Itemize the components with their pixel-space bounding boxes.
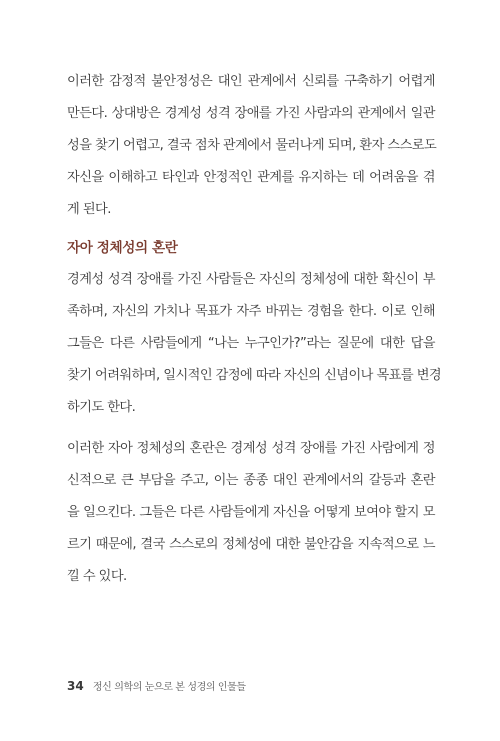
paragraph-line: 신적으로 큰 부담을 주고, 이는 종종 대인 관계에서의 갈등과 혼란 <box>67 473 435 488</box>
paragraph-line: 찾기 어려워하며, 일시적인 감정에 따라 자신의 신념이나 목표를 변경 <box>67 368 442 383</box>
running-title: 정신 의학의 눈으로 본 성경의 인물들 <box>92 682 246 693</box>
body-paragraph-3 <box>67 433 435 593</box>
paragraph-line: 르기 때문에, 결국 스스로의 정체성에 대한 불안감을 지속적으로 느 <box>67 537 435 552</box>
paragraph-line: 이러한 자아 정체성의 혼란은 경계성 성격 장애를 가진 사람에게 정 <box>67 441 435 456</box>
page-number: 34 <box>67 679 84 693</box>
paragraph-line: 게 된다. <box>67 202 111 217</box>
page-footer <box>67 678 246 693</box>
paragraph-line: 만든다. 상대방은 경계성 성격 장애를 가진 사람과의 관계에서 일관 <box>67 106 435 121</box>
paragraph-line: 성을 찾기 어렵고, 결국 점차 관계에서 물러나게 되며, 환자 스스로도 <box>67 138 437 153</box>
paragraph-line: 자신을 이해하고 타인과 안정적인 관계를 유지하는 데 어려움을 겪 <box>67 170 435 185</box>
body-paragraph-1 <box>67 66 435 226</box>
body-paragraph-2 <box>67 264 442 424</box>
paragraph-line: 경계성 성격 장애를 가진 사람들은 자신의 정체성에 대한 확신이 부 <box>67 272 435 287</box>
paragraph-line: 을 일으킨다. 그들은 다른 사람들에게 자신을 어떻게 보여야 할지 모 <box>67 505 435 520</box>
paragraph-line: 낄 수 있다. <box>67 569 127 584</box>
section-heading: 자아 정체성의 혼란 <box>67 240 178 256</box>
paragraph-line: 족하며, 자신의 가치나 목표가 자주 바뀌는 경험을 한다. 이로 인해 <box>67 304 435 319</box>
paragraph-line: 하기도 한다. <box>67 400 136 415</box>
paragraph-line: 이러한 감정적 불안정성은 대인 관계에서 신뢰를 구축하기 어렵게 <box>67 74 435 89</box>
paragraph-line: 그들은 다른 사람들에게 “나는 누구인가?”라는 질문에 대한 답을 <box>67 336 435 351</box>
